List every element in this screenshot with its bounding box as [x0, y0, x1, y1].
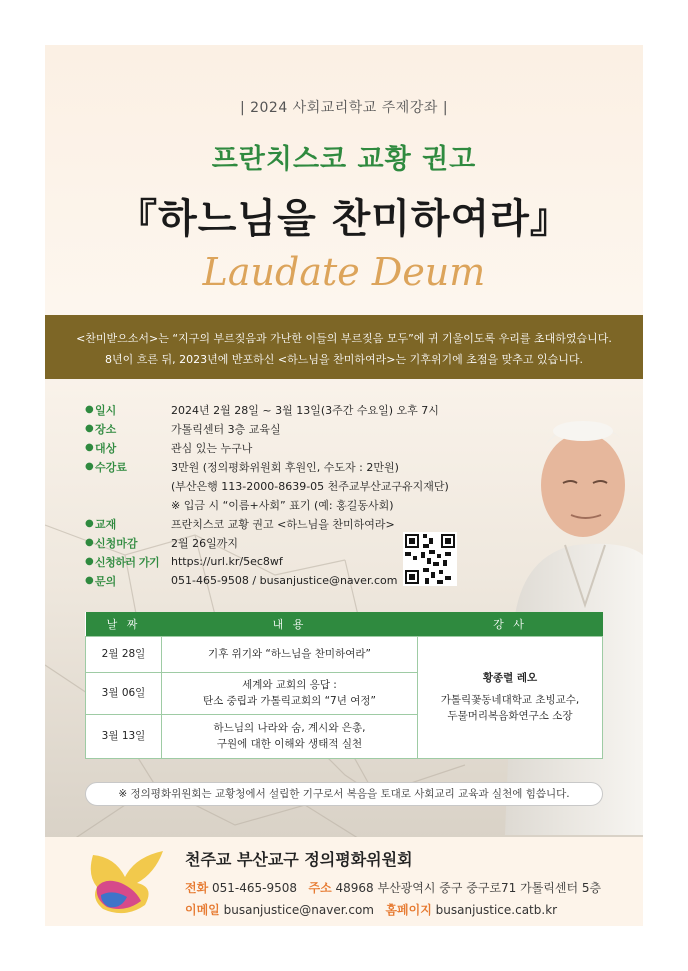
bullet-icon: ● [85, 518, 94, 529]
schedule-table [85, 612, 603, 759]
speaker-cell: 황종렬 레오 가톨릭꽃동네대학교 초빙교수, 두물머리복음화연구소 소장 [418, 636, 603, 758]
detail-target: ● 대상 관심 있는 누구나 [85, 441, 253, 455]
main-title: 『하느님을 찬미하여라』 [117, 196, 571, 242]
detail-fee-account: (부산은행 113-2000-8639-05 천주교부산교구유지재단) [171, 479, 449, 493]
organization-note: ※ 정의평화위원회는 교황청에서 설립한 기구로서 복음을 토대로 사회교리 교육과 실천에 힘씁니다. [85, 782, 603, 806]
bullet-icon: ● [85, 442, 94, 453]
latin-title: Laudate Deum [202, 250, 486, 294]
intro-line2: 8년이 흐른 뒤, 2023년에 반포하신 <하느님을 찬미하여라>는 기후위기에 초점을 맞추고 있습니다. [105, 353, 583, 366]
title-line1: 프란치스코 교황 권고 [211, 144, 477, 175]
detail-place: ● 장소 가톨릭센터 3층 교육실 [85, 422, 281, 436]
bullet-icon: ● [85, 423, 94, 434]
detail-date: ● 일시 2024년 2월 28일 ~ 3월 13일(3주간 수요일) 오후 7시 [85, 403, 439, 417]
table-row: 2월 28일 기후 위기와 “하느님을 찬미하여라” 황종렬 레오 가톨릭꽃동네대학교 초빙교수, 두물머리복음화연구소 소장 [86, 636, 603, 672]
bullet-icon: ● [85, 461, 94, 472]
speaker-name: 황종렬 레오 [482, 672, 538, 684]
qr-code-icon[interactable] [403, 532, 457, 586]
footer [45, 837, 643, 926]
bullet-icon: ● [85, 404, 94, 415]
event-details [85, 400, 449, 590]
detail-textbook: ● 교재 프란치스코 교황 권고 <하느님을 찬미하여라> [85, 517, 395, 531]
detail-deadline: ● 신청마감 2월 26일까지 [85, 536, 238, 550]
detail-fee: ● 수강료 3만원 (정의평화위원회 후원인, 수도자 : 2만원) [85, 460, 399, 474]
table-row: 3월 06일 세계와 교회의 응답 : 탄소 중립과 가톨릭교회의 “7년 여정” [86, 672, 603, 714]
series-title: | 2024 사회교리학교 주제강좌 | [239, 100, 449, 116]
detail-contact: ● 문의 051-465-9508 / busanjustice@naver.com [85, 574, 398, 588]
dove-logo-icon [85, 847, 165, 917]
poster [45, 45, 643, 926]
bullet-icon: ● [85, 575, 94, 586]
detail-apply: ● 신청하러 가기 https://url.kr/5ec8wf [85, 555, 283, 569]
detail-fee-note: ※ 입금 시 “이름+사회” 표기 (예: 홍길동사회) [171, 498, 394, 512]
apply-link[interactable]: https://url.kr/5ec8wf [171, 555, 283, 568]
bullet-icon: ● [85, 556, 94, 567]
intro-band [45, 315, 643, 379]
intro-line1: <찬미받으소서>는 “지구의 부르짖음과 가난한 이들의 부르짖음 모두”에 귀 기울이도록 우리를 초대하였습니다. [76, 332, 612, 345]
footer-contact-line1: 전화 051-465-9508 주소 48968 부산광역시 중구 중구로71 가톨릭센터 5층 [185, 881, 602, 895]
footer-contact-line2: 이메일 busanjustice@naver.com 홈페이지 busanjustice.catb.kr [185, 903, 558, 917]
table-row: 3월 13일 하느님의 나라와 숨, 계시와 은총, 구원에 대한 이해와 생태적 실천 [86, 714, 603, 758]
organization-name: 천주교 부산교구 정의평화위원회 [185, 850, 413, 869]
schedule-header: 날 짜 내 용 강 사 [86, 612, 603, 636]
homepage-link[interactable]: busanjustice.catb.kr [435, 903, 558, 917]
email-link[interactable]: busanjustice@naver.com [223, 903, 374, 917]
bullet-icon: ● [85, 537, 94, 548]
